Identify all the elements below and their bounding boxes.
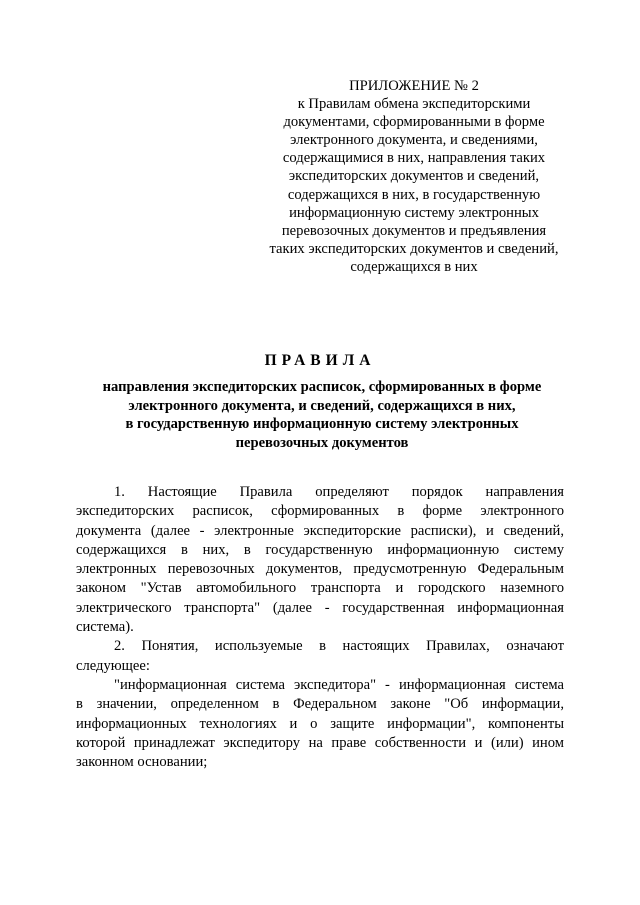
paragraph-2 (76, 637, 564, 676)
paragraph-3 (76, 676, 564, 772)
document-body (76, 483, 564, 772)
paragraph-line: электрического транспорта" (далее - государственная информационная (76, 599, 564, 616)
document-subtitle (76, 378, 568, 452)
subtitle-line: электронного документа, и сведений, содержащихся в них, (128, 397, 516, 414)
appendix-line: к Правилам обмена экспедиторскими (297, 96, 531, 113)
appendix-line: содержащимися в них, направления таких (282, 150, 546, 167)
paragraph-line: экспедиторских расписок, сформированных в форме электронного (76, 503, 564, 520)
paragraph-line: информационных технологиях и о защите информации", компоненты (76, 715, 564, 732)
subtitle-line: в государственную информационную систему электронных (125, 416, 519, 433)
paragraph-line: электронных перевозочных документов, предусмотренную Федеральным (76, 561, 564, 578)
appendix-line: содержащихся в них (350, 258, 478, 275)
appendix-header (255, 77, 573, 276)
paragraph-line: документа (далее - электронные экспедиторские расписки), и сведений, (76, 522, 564, 539)
paragraph-line: законом "Устав автомобильного транспорта и городского наземного (76, 580, 564, 597)
appendix-line: информационную систему электронных (289, 204, 539, 221)
paragraph-line: "информационная система экспедитора" - информационная система (114, 676, 564, 693)
paragraph-line: которой принадлежат экспедитору на праве собственности и (или) ином (76, 734, 564, 751)
appendix-line: таких экспедиторских документов и сведений, (269, 240, 559, 257)
appendix-line: электронного документа, и сведениями, (290, 132, 538, 149)
paragraph-line: система). (76, 619, 134, 636)
document-title: ПРАВИЛА (264, 352, 376, 369)
paragraph-line: 2. Понятия, используемые в настоящих Правилах, означают (114, 638, 564, 655)
paragraph-line: законном основании; (76, 754, 208, 771)
subtitle-line: перевозочных документов (235, 434, 409, 451)
appendix-line: содержащихся в них, в государственную (287, 186, 541, 203)
appendix-line: перевозочных документов и предъявления (281, 222, 547, 239)
appendix-line: документами, сформированными в форме (283, 114, 545, 131)
paragraph-line: 1. Настоящие Правила определяют порядок направления (114, 484, 564, 500)
appendix-number: ПРИЛОЖЕНИЕ № 2 (349, 78, 479, 94)
paragraph-line: следующее: (76, 657, 150, 674)
paragraph-line: в значении, определенном в Федеральном законе "Об информации, (76, 696, 564, 713)
paragraph-line: содержащихся в них, в государственную информационную систему (76, 541, 564, 558)
appendix-line: экспедиторских документов и сведений, (288, 168, 540, 185)
subtitle-line: направления экспедиторских расписок, сформированных в форме (102, 379, 542, 395)
paragraph-1 (76, 483, 564, 637)
